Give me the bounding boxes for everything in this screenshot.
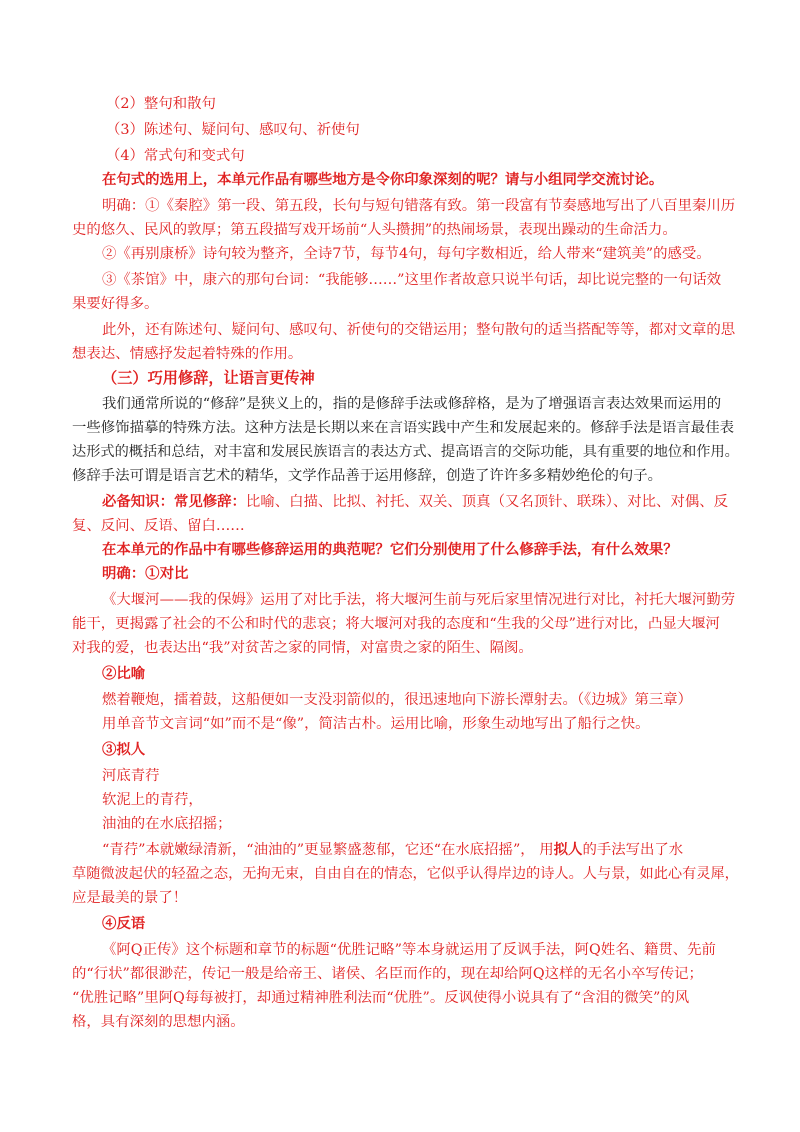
contrast-line2: 能干，更揭露了社会的不公和时代的悲哀；将大堰河对我的态度和“生我的父母”进行对比，凸显大堰河 xyxy=(72,616,720,632)
answer-p4-line1: 此外，还有陈述句、疑问句、感叹句、祈使句的交错运用；整句散句的适当搭配等等，都对文章的思 xyxy=(102,322,736,338)
list-item-sentence-types-4: （4）常式句和变式句 xyxy=(106,148,245,164)
knowledge-line1 xyxy=(102,492,728,512)
simile-quote: 燃着鞭炮，擂着鼓，这船便如一支没羽箭似的，很迅速地向下游长潭射去。（《边城》第三章） xyxy=(102,692,693,708)
irony-line4: 格，具有深刻的思想内涵。 xyxy=(72,1014,245,1030)
rhetoric-para-line4: 修辞手法可谓是语言艺术的精华，文学作品善于运用修辞，创造了许许多多精妙绝伦的句子。 xyxy=(72,468,663,484)
contrast-line3: 对我的爱，也表达出“我”对贫苦之家的同情，对富贵之家的陌生、隔阂。 xyxy=(72,640,533,656)
contrast-label: 明确：①对比 xyxy=(102,565,189,582)
question-sentence-choice: 在句式的选用上，本单元作品有哪些地方是令你印象深刻的呢？请与小组同学交流讨论。 xyxy=(102,171,664,188)
rhetoric-para-line3: 达形式的概括和总结，对丰富和发展民族语言的表达方式、提高语言的交际功能，具有重要的地位和作用。 xyxy=(72,444,739,460)
list-item-sentence-types-2: （2）整句和散句 xyxy=(106,96,216,112)
answer-p1-line2: 史的悠久、民风的敦厚；第五段描写戏开场前“人头攒拥”的热闹场景，表现出躁动的生命活力。 xyxy=(72,222,677,238)
personification-label: ③拟人 xyxy=(102,741,146,758)
simile-label: ②比喻 xyxy=(102,665,146,682)
knowledge-list: 比喻、白描、比拟、衬托、双关、顶真（又名顶针、联珠）、对比、对偶、反 xyxy=(245,494,729,510)
list-item-sentence-types-3: （3）陈述句、疑问句、感叹句、祈使句 xyxy=(106,122,360,138)
personification-bold: 拟人 xyxy=(553,841,583,858)
irony-label: ④反语 xyxy=(102,915,146,932)
poem-line2: 软泥上的青荇， xyxy=(102,792,203,808)
answer-p1-line1: 明确：①《秦腔》第一段、第五段，长句与短句错落有致。第一段富有节奏感地写出了八百里秦川历 xyxy=(102,198,736,214)
simile-explanation: 用单音节文言词“如”而不是“像”，简洁古朴。运用比喻，形象生动地写出了船行之快。 xyxy=(102,716,650,732)
question-rhetoric-examples: 在本单元的作品中有哪些修辞运用的典范呢？它们分别使用了什么修辞手法，有什么效果？ xyxy=(102,541,678,558)
answer-p4-line2: 想表达、情感抒发起着特殊的作用。 xyxy=(72,346,303,362)
irony-line3: “优胜记略”里阿Q每每被打，却通过精神胜利法而“优胜”。反讽使得小说具有了“含泪的微笑”的风 xyxy=(72,990,690,1006)
personification-line3: 应是最美的景了！ xyxy=(72,890,188,906)
answer-p3-line2: 果要好得多。 xyxy=(72,296,159,312)
section-heading-rhetoric: （三）巧用修辞，让语言更传神 xyxy=(102,369,315,387)
rhetoric-para-line2: 一些修饰描摹的特殊方法。这种方法是长期以来在言语实践中产生和发展起来的。修辞手法是语言最佳表 xyxy=(72,420,734,436)
contrast-line1: 《大堰河——我的保姆》运用了对比手法，将大堰河生前与死后家里情况进行对比，衬托大堰河勤劳 xyxy=(102,592,736,608)
knowledge-label: 必备知识：常见修辞： xyxy=(102,493,246,510)
irony-line1: 《阿Q正传》这个标题和章节的标题“优胜记略”等本身就运用了反讽手法，阿Q姓名、籍贯、先前 xyxy=(102,942,716,958)
personification-line1 xyxy=(102,840,683,860)
irony-line2: 的“行状”都很渺茫，传记一般是给帝王、诸侯、名臣而作的，现在却给阿Q这样的无名小卒写传记； xyxy=(72,966,703,982)
poem-line1: 河底青荇 xyxy=(102,768,160,784)
knowledge-line2: 复、反问、反语、留白…… xyxy=(72,518,245,534)
rhetoric-para-line1: 我们通常所说的“修辞”是狭义上的，指的是修辞手法或修辞格，是为了增强语言表达效果而运用的 xyxy=(102,396,722,412)
personification-line2: 草随微波起伏的轻盈之态，无拘无束，自由自在的情态，它似乎认得岸边的诗人。人与景，如此心有灵犀， xyxy=(72,866,739,882)
personification-text-b: 的手法写出了水 xyxy=(582,842,684,858)
answer-p2: ②《再别康桥》诗句较为整齐，全诗7节，每节4句，每句字数相近，给人带来“建筑美”的感受。 xyxy=(102,246,711,262)
answer-p3-line1: ③《茶馆》中，康六的那句台词：“我能够……”这里作者故意只说半句话，却比说完整的一句话效 xyxy=(102,272,722,288)
poem-line3: 油油的在水底招摇； xyxy=(102,816,232,832)
personification-text-a: “青荇”本就嫩绿清新，“油油的”更显繁盛葱郁，它还“在水底招摇”， 用 xyxy=(102,842,554,858)
